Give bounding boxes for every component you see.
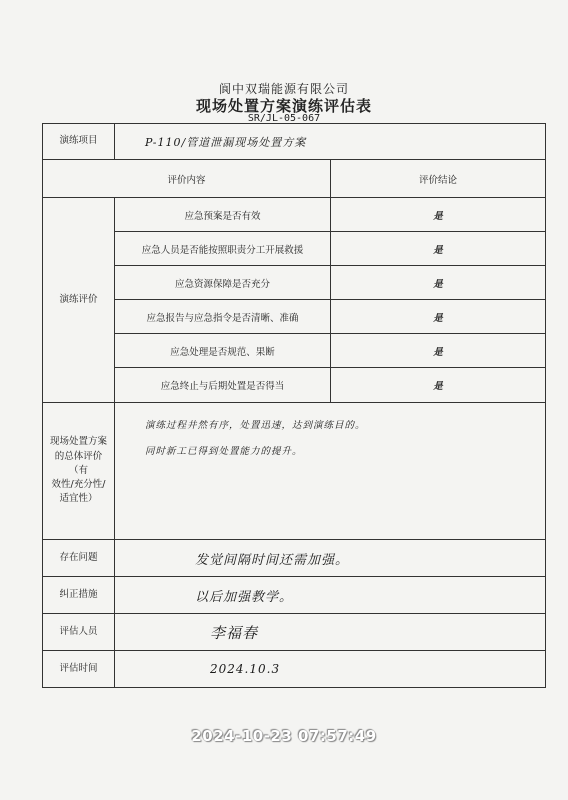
measure-row	[43, 577, 546, 614]
criterion-result: 是	[331, 300, 546, 334]
criterion-text: 应急资源保障是否充分	[115, 266, 331, 300]
project-row	[43, 124, 546, 160]
problem-value	[115, 540, 546, 577]
assessor-value	[115, 614, 546, 651]
eval-label: 演练评价	[43, 198, 115, 403]
criterion-text: 应急报告与应急指令是否清晰、准确	[115, 300, 331, 334]
project-value-text: P-110/管道泄漏现场处置方案	[145, 135, 307, 149]
assessor-label: 评估人员	[43, 614, 115, 651]
summary-label-line: 适宜性）	[59, 493, 98, 505]
time-row	[43, 651, 546, 688]
summary-line	[145, 403, 541, 439]
summary-line	[145, 439, 541, 465]
criterion-result: 是	[331, 334, 546, 368]
criterion-text: 应急预案是否有效	[115, 198, 331, 232]
content-header: 评价内容	[43, 160, 331, 198]
company-name: 阆中双瑞能源有限公司	[218, 82, 349, 96]
criterion-result: 是	[331, 198, 546, 232]
criteria-row	[43, 334, 546, 368]
measure-value	[115, 577, 546, 614]
summary-label-line: 的总体评价（有	[54, 450, 103, 476]
summary-label-line: 效性/充分性/	[51, 479, 106, 491]
criterion-text: 应急终止与后期处置是否得当	[115, 368, 331, 403]
time-value-text: 2024.10.3	[210, 662, 281, 676]
document-title: 现场处置方案演练评估表	[195, 97, 372, 115]
assessor-value-text: 李福春	[210, 623, 259, 642]
conclusion-header: 评价结论	[331, 160, 546, 198]
criterion-text: 应急人员是否能按照职责分工开展救援	[115, 232, 331, 266]
problem-row	[43, 540, 546, 577]
summary-line-text: 同时新工已得到处置能力的提升。	[145, 446, 303, 457]
criterion-result: 是	[331, 232, 546, 266]
assessor-row	[43, 614, 546, 651]
evaluation-form-table	[42, 123, 546, 688]
criterion-text: 应急处理是否规范、果断	[115, 334, 331, 368]
measure-value-text: 以后加强教学。	[195, 589, 294, 605]
criteria-row	[43, 368, 546, 403]
criteria-row	[43, 300, 546, 334]
document-code: SR/JL-05-067	[247, 113, 321, 124]
summary-label-line: 现场处置方案	[49, 436, 107, 448]
project-label: 演练项目	[43, 124, 115, 160]
summary-label	[43, 403, 115, 540]
criterion-result: 是	[331, 266, 546, 300]
content-header-row	[43, 160, 546, 198]
problem-label: 存在问题	[43, 540, 115, 577]
measure-label: 纠正措施	[43, 577, 115, 614]
summary-line-text: 演练过程井然有序，处置迅速，达到演练目的。	[145, 420, 366, 431]
summary-value	[115, 403, 546, 540]
criteria-row	[43, 232, 546, 266]
criteria-row	[43, 266, 546, 300]
time-value	[115, 651, 546, 688]
project-value	[115, 124, 546, 160]
problem-value-text: 发觉间隔时间还需加强。	[195, 552, 350, 568]
photo-timestamp: 2024-10-23 07:57:49	[191, 727, 377, 745]
criteria-row	[43, 198, 546, 232]
summary-row	[43, 403, 546, 540]
time-label: 评估时间	[43, 651, 115, 688]
criterion-result: 是	[331, 368, 546, 403]
